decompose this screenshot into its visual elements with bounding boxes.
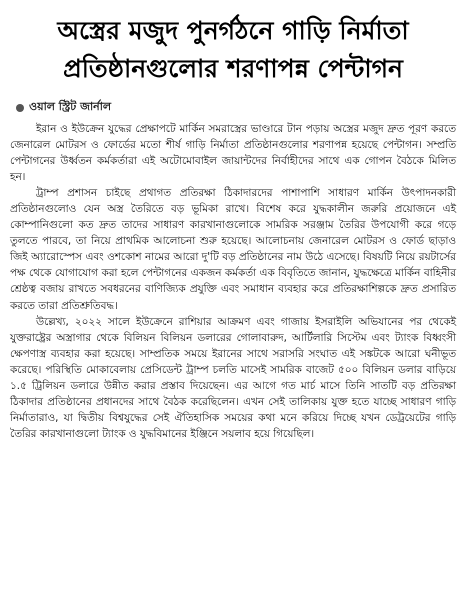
source-line <box>16 98 456 117</box>
paragraph-1: ইরান ও ইউক্রেন যুদ্ধের প্রেক্ষাপটে মার্কিন সমরাস্ত্রের ভাণ্ডারে টান পড়ায় অস্ত্রের মজুদ দ্রুত পূরণ করতে জেনারেল মোটরস ও ফোর্ডের মতো শীর্ষ গাড়ি নির্মাতা প্রতিষ্ঠানগুলোর শরণাপন্ন হয়েছে পেন্টাগন। সম্প্রতি পেন্টাগনের উর্ধ্বতন কর্মকর্তারা এই অটোমোবাইল জায়ান্টদের নির্বাহীদের সাথে এক গোপন বৈঠকে মিলিত হন। <box>10 123 456 184</box>
paragraph-2: ট্রাম্প প্রশাসন চাইছে প্রথাগত প্রতিরক্ষা ঠিকাদারদের পাশাপাশি সাধারণ মার্কিন উৎপাদনকারী প্রতিষ্ঠানগুলোও যেন অস্ত্র তৈরিতে বড় ভূমিকা রাখে। বিশেষ করে যুদ্ধকালীন জরুরি প্রয়োজনে এই কোম্পানিগুলো কত দ্রুত তাদের সাধারণ কারখানাগুলোকে সামরিক সরঞ্জাম তৈরির উপযোগী করে গড়ে তুলতে পারবে, তা নিয়ে প্রাথমিক আলোচনা শুরু হয়েছে। আলোচনায় জেনারেল মোটরস ও ফোর্ড ছাড়াও জিই অ্যারোস্পেস এবং ওশকোশ নামের আরো দু'টি বড় প্রতিষ্ঠানের নাম উঠে এসেছে। বিষয়টি নিয়ে রয়টার্সের পক্ষ থেকে যোগাযোগ করা হলে পেন্টাগনের একজন কর্মকর্তা এক বিবৃতিতে জানান, যুদ্ধক্ষেত্রে মার্কিন বাহিনীর শ্রেষ্ঠত্ব বজায় রাখতে সবধরনের বাণিজ্যিক প্রযুক্তি এবং সমাধান ব্যবহার করে প্রতিরক্ষাশিল্পকে দ্রুত প্রসারিত করতে তারা প্রতিশ্রুতিবদ্ধ। <box>10 187 456 312</box>
headline: অস্ত্রের মজুদ পুনর্গঠনে গাড়ি নির্মাতা প্রতিষ্ঠানগুলোর শরণাপন্ন পেন্টাগন <box>57 16 409 83</box>
article-body <box>10 121 456 442</box>
bullet-icon <box>16 104 24 112</box>
paragraph-3: উল্লেখ্য, ২০২২ সালে ইউক্রেনে রাশিয়ার আক্রমণ এবং গাজায় ইসরাইলি অভিযানের পর থেকেই যুক্তরাষ্ট্রের অস্ত্রাগার থেকে বিলিয়ন বিলিয়ন ডলারের গোলাবারুদ, আর্টিলারি সিস্টেম এবং ট্যাংক বিধ্বংসী ক্ষেপণাস্ত্র ব্যবহার করা হয়েছে। সাম্প্রতিক সময়ে ইরানের সাথে সরাসরি সংঘাত এই সঙ্কটকে আরো ঘনীভূত করেছে। পরিস্থিতি মোকাবেলায় প্রেসিডেন্ট ট্রাম্প চলতি মাসেই সামরিক বাজেট ৫০০ বিলিয়ন ডলার বাড়িয়ে ১.৫ ট্রিলিয়ন ডলারে উন্নীত করার প্রস্তাব দিয়েছেন। এর আগে গত মার্চ মাসে তিনি সাতটি বড় প্রতিরক্ষা ঠিকাদার প্রতিষ্ঠানের প্রধানদের সাথে বৈঠক করেছিলেন। এখন সেই তালিকায় যুক্ত হতে যাচ্ছে সাধারণ গাড়ি নির্মাতারাও, যা দ্বিতীয় বিশ্বযুদ্ধের সেই ঐতিহাসিক সময়ের কথা মনে করিয়ে দিচ্ছে যখন ডেট্রয়েটের গাড়ি তৈরির কারখানাগুলো ট্যাংক ও যুদ্ধবিমানের ইঞ্জিনে সয়লাব হয়ে গিয়েছিল। <box>10 315 456 440</box>
source-name: ওয়াল স্ট্রিট জার্নাল <box>29 100 112 113</box>
